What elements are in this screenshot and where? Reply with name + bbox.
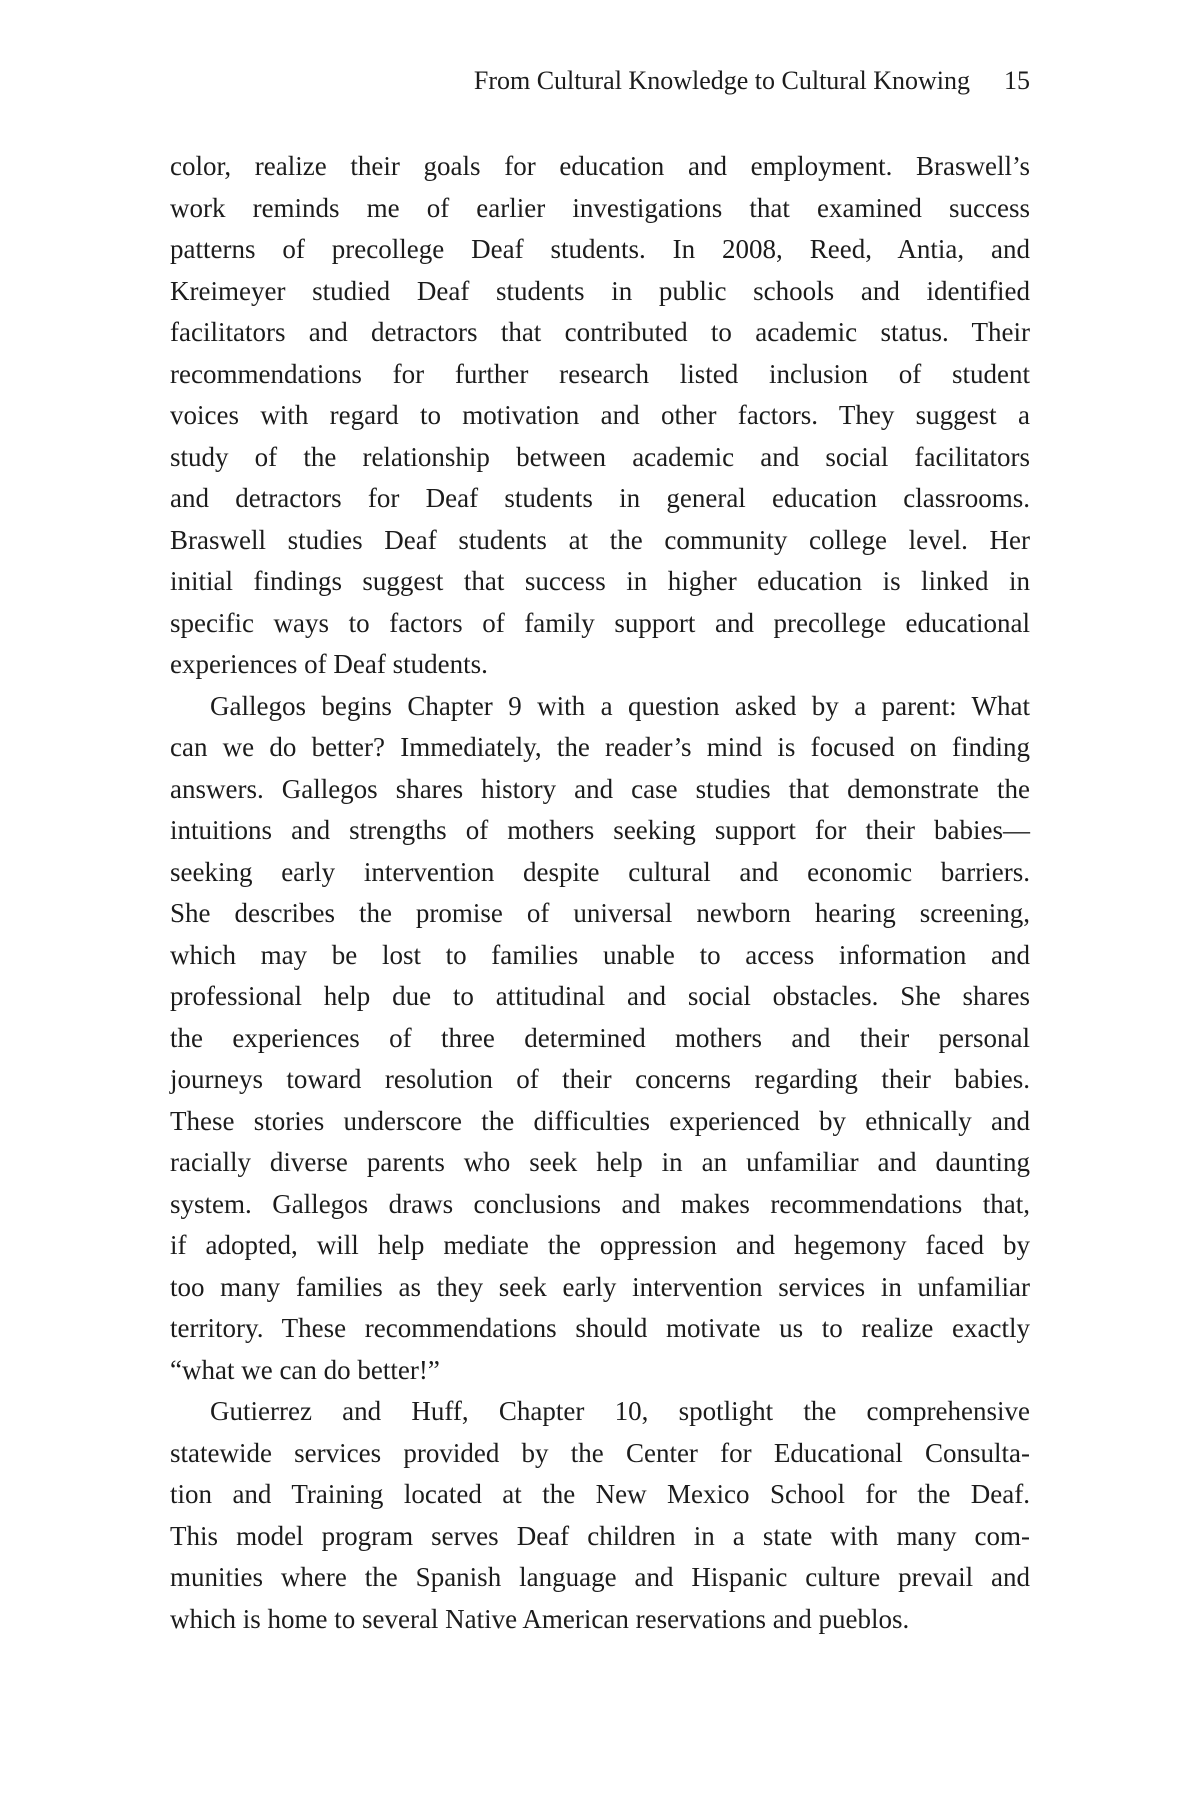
text-line: Kreimeyer studied Deaf students in public schools and identified bbox=[170, 275, 1030, 306]
text-line: the experiences of three determined mothers and their personal bbox=[170, 1022, 1030, 1053]
text-line: recommendations for further research listed inclusion of student bbox=[170, 358, 1030, 389]
text-line: territory. These recommendations should motivate us to realize exactly bbox=[170, 1313, 1030, 1343]
text-line: This model program serves Deaf children in a state with many com- bbox=[170, 1520, 1030, 1551]
page-body bbox=[170, 146, 1030, 1640]
paragraph bbox=[170, 1391, 1030, 1640]
text-line: journeys toward resolution of their concerns regarding their babies. bbox=[170, 1064, 1030, 1094]
paragraph bbox=[170, 146, 1030, 686]
text-line: which may be lost to families unable to access information and bbox=[170, 939, 1030, 970]
text-line: She describes the promise of universal newborn hearing screening, bbox=[170, 898, 1030, 928]
text-line: tion and Training located at the New Mexico School for the Deaf. bbox=[170, 1479, 1030, 1509]
text-line: experiences of Deaf students. bbox=[170, 649, 488, 679]
text-line: “what we can do better!” bbox=[170, 1354, 440, 1385]
text-line: seeking early intervention despite cultural and economic barriers. bbox=[170, 856, 1030, 887]
text-line: professional help due to attitudinal and social obstacles. She shares bbox=[170, 981, 1030, 1011]
text-line: patterns of precollege Deaf students. In 2008, Reed, Antia, and bbox=[170, 234, 1030, 264]
text-line: answers. Gallegos shares history and case studies that demonstrate the bbox=[170, 773, 1030, 804]
text-line: racially diverse parents who seek help in an unfamiliar and daunting bbox=[170, 1147, 1030, 1177]
page-header bbox=[170, 64, 1030, 98]
text-line: facilitators and detractors that contributed to academic status. Their bbox=[170, 317, 1030, 347]
text-line: These stories underscore the difficulties experienced by ethnically and bbox=[170, 1105, 1030, 1136]
text-line: can we do better? Immediately, the reader’s mind is focused on finding bbox=[170, 732, 1030, 762]
text-line: munities where the Spanish language and Hispanic culture prevail and bbox=[170, 1562, 1030, 1592]
text-line: too many families as they seek early intervention services in unfamiliar bbox=[170, 1271, 1030, 1302]
text-line: statewide services provided by the Center for Educational Consulta- bbox=[170, 1437, 1030, 1468]
text-line: voices with regard to motivation and other factors. They suggest a bbox=[170, 400, 1030, 430]
text-line: Braswell studies Deaf students at the community college level. Her bbox=[170, 524, 1030, 555]
text-line: intuitions and strengths of mothers seeking support for their babies— bbox=[170, 815, 1030, 845]
text-line: study of the relationship between academic and social facilitators bbox=[170, 441, 1030, 472]
text-line: work reminds me of earlier investigations that examined success bbox=[170, 192, 1030, 223]
text-line: Gallegos begins Chapter 9 with a question asked by a parent: What bbox=[210, 690, 1030, 721]
text-line: which is home to several Native American reservations and pueblos. bbox=[170, 1603, 910, 1634]
page-number: 15 bbox=[1004, 66, 1030, 95]
running-title: From Cultural Knowledge to Cultural Knowing bbox=[473, 66, 970, 95]
text-line: and detractors for Deaf students in general education classrooms. bbox=[170, 483, 1030, 513]
text-line: if adopted, will help mediate the oppression and hegemony faced by bbox=[170, 1230, 1030, 1260]
text-line: Gutierrez and Huff, Chapter 10, spotlight the comprehensive bbox=[210, 1396, 1030, 1426]
text-line: initial findings suggest that success in higher education is linked in bbox=[170, 566, 1030, 596]
text-line: system. Gallegos draws conclusions and makes recommendations that, bbox=[170, 1188, 1030, 1219]
paragraph bbox=[170, 686, 1030, 1392]
text-line: specific ways to factors of family support and precollege educational bbox=[170, 607, 1030, 638]
text-line: color, realize their goals for education and employment. Braswell’s bbox=[170, 151, 1030, 181]
